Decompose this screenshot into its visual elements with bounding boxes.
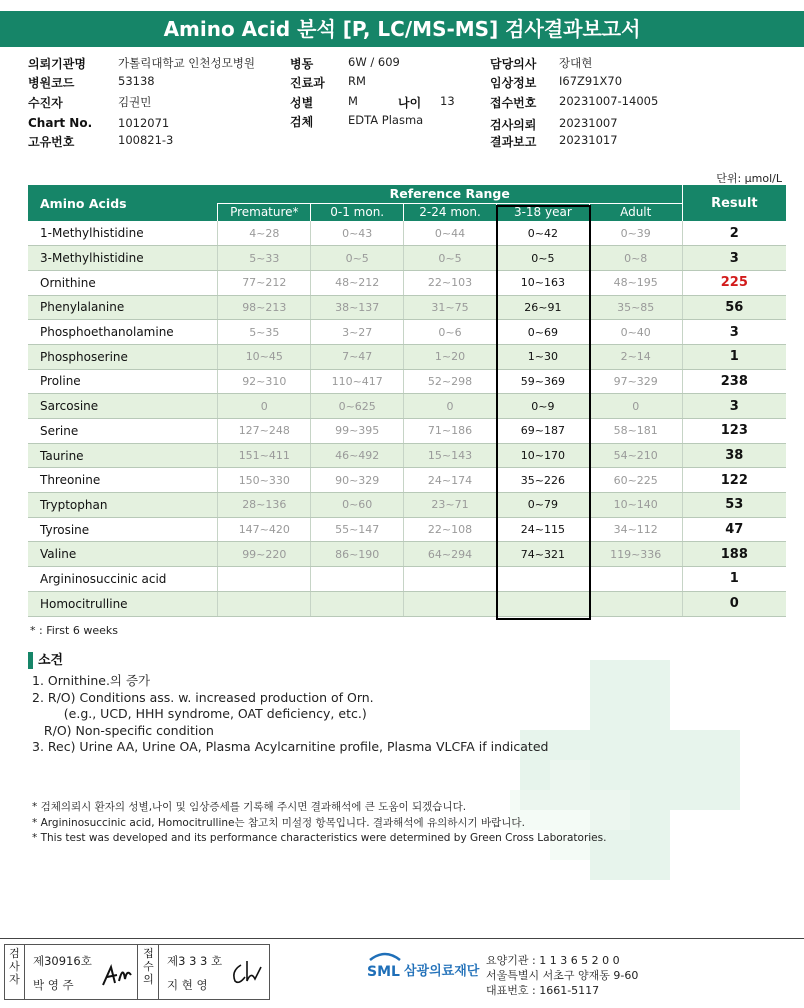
reference-range-cell: 71~186	[404, 419, 497, 444]
org-care-number: 요양기관 : 1 1 3 6 5 2 0 0	[486, 954, 620, 967]
note-line: * 검체의뢰시 환자의 성별,나이 및 임상증세를 기록해 주시면 결과해석에 큰 도움이 되겠습니다.	[32, 801, 467, 813]
reference-range-cell: 0~5	[404, 246, 497, 271]
result-value: 238	[682, 369, 786, 394]
info-label: 나이	[398, 96, 422, 110]
report-title: Amino Acid 분석 [P, LC/MS-MS] 검사결과보고서	[0, 11, 804, 47]
reviewer-license: 제3 3 3 호	[167, 954, 223, 968]
sml-logo-icon	[366, 948, 404, 980]
reference-range-cell: 64~294	[404, 542, 497, 567]
info-label: Chart No.	[28, 116, 93, 130]
patient-info	[28, 55, 788, 155]
table-row	[28, 270, 786, 295]
result-value: 1	[682, 344, 786, 369]
signature-divider	[137, 945, 138, 999]
reference-range-cell: 10~163	[496, 270, 589, 295]
reference-range-cell: 0~5	[311, 246, 404, 271]
col-3-18-year: 3-18 year	[496, 203, 589, 221]
reference-range-cell: 150~330	[218, 468, 311, 493]
info-value: 13	[440, 94, 455, 108]
info-label: 검체	[290, 115, 314, 129]
reference-range-cell	[496, 591, 589, 616]
reference-range-cell: 48~195	[589, 270, 682, 295]
info-value: 가톨릭대학교 인천성모병원	[118, 56, 255, 70]
reference-range-cell: 48~212	[311, 270, 404, 295]
result-value: 53	[682, 493, 786, 518]
result-value: 1	[682, 567, 786, 592]
table-row	[28, 369, 786, 394]
reference-range-cell: 119~336	[589, 542, 682, 567]
table-footnote: * : First 6 weeks	[30, 624, 118, 637]
table-row	[28, 419, 786, 444]
info-value: I67Z91X70	[559, 74, 623, 88]
amino-acid-name: Homocitrulline	[28, 591, 218, 616]
org-address: 서울특별시 서초구 양재동 9-60	[486, 969, 639, 982]
result-value: 38	[682, 443, 786, 468]
tester-name: 박 영 주	[33, 978, 74, 992]
amino-acid-name: Taurine	[28, 443, 218, 468]
info-label: 성별	[290, 96, 314, 110]
reference-range-cell: 0~44	[404, 221, 497, 246]
reference-range-cell	[218, 567, 311, 592]
info-label: 병동	[290, 57, 314, 71]
reference-range-cell: 23~71	[404, 493, 497, 518]
info-label: 검사의뢰	[490, 118, 537, 132]
reference-range-cell: 15~143	[404, 443, 497, 468]
table-row	[28, 221, 786, 246]
reference-range-cell: 54~210	[589, 443, 682, 468]
result-value: 3	[682, 320, 786, 345]
reference-range-cell: 10~45	[218, 344, 311, 369]
table-row	[28, 320, 786, 345]
org-name: 삼광의료재단	[404, 964, 480, 979]
info-value: 53138	[118, 74, 155, 88]
reference-range-cell: 31~75	[404, 295, 497, 320]
reference-range-cell: 28~136	[218, 493, 311, 518]
reference-range-cell	[404, 567, 497, 592]
reference-range-cell: 46~492	[311, 443, 404, 468]
notes	[32, 800, 606, 847]
reference-range-cell: 1~30	[496, 344, 589, 369]
reference-range-cell: 35~226	[496, 468, 589, 493]
note-line: * This test was developed and its performance characteristics were determined by Green Cross Laboratories.	[32, 832, 607, 844]
reference-range-cell: 0~60	[311, 493, 404, 518]
reference-range-cell: 22~103	[404, 270, 497, 295]
result-value: 123	[682, 419, 786, 444]
reference-range-cell: 98~213	[218, 295, 311, 320]
finding-line: R/O) Non-specific condition	[32, 722, 214, 738]
table-row	[28, 295, 786, 320]
reference-range-cell: 5~35	[218, 320, 311, 345]
tester-signature-icon	[101, 963, 133, 989]
col-reference-range: Reference Range	[218, 185, 682, 203]
reference-range-cell: 60~225	[589, 468, 682, 493]
reference-range-cell: 24~174	[404, 468, 497, 493]
reference-range-cell: 97~329	[589, 369, 682, 394]
reference-range-cell: 0~8	[589, 246, 682, 271]
amino-acid-table	[28, 185, 786, 617]
table-row	[28, 542, 786, 567]
col-0-1-mon: 0-1 mon.	[311, 203, 404, 221]
info-value: 1012071	[118, 116, 170, 130]
reference-range-cell: 58~181	[589, 419, 682, 444]
col-2-24-mon: 2-24 mon.	[404, 203, 497, 221]
result-value: 3	[682, 394, 786, 419]
reference-range-cell: 3~27	[311, 320, 404, 345]
reference-range-cell: 5~33	[218, 246, 311, 271]
result-value: 122	[682, 468, 786, 493]
reference-range-cell: 0~69	[496, 320, 589, 345]
amino-acid-name: Phosphoethanolamine	[28, 320, 218, 345]
result-value: 56	[682, 295, 786, 320]
info-value: 6W / 609	[348, 55, 400, 69]
reference-range-cell: 0~6	[404, 320, 497, 345]
amino-acid-name: 1-Methylhistidine	[28, 221, 218, 246]
table-row	[28, 517, 786, 542]
note-line: * Argininosuccinic acid, Homocitrulline는 참고치 미설정 항목입니다. 결과해석에 유의하시기 바랍니다.	[32, 816, 525, 829]
reference-range-cell: 55~147	[311, 517, 404, 542]
reference-range-cell: 0~625	[311, 394, 404, 419]
reference-range-cell: 59~369	[496, 369, 589, 394]
info-value: 20231007-14005	[559, 94, 659, 108]
reference-range-cell: 0	[404, 394, 497, 419]
reference-range-cell	[218, 591, 311, 616]
amino-acid-name: Valine	[28, 542, 218, 567]
reference-range-cell: 4~28	[218, 221, 311, 246]
reference-range-cell: 0~5	[496, 246, 589, 271]
col-premature: Premature*	[218, 203, 311, 221]
section-marker	[28, 652, 33, 669]
reference-range-cell: 7~47	[311, 344, 404, 369]
reference-range-cell	[589, 567, 682, 592]
reference-range-cell: 1~20	[404, 344, 497, 369]
reference-range-cell: 38~137	[311, 295, 404, 320]
reference-range-cell: 77~212	[218, 270, 311, 295]
amino-acid-name: Proline	[28, 369, 218, 394]
table-row	[28, 468, 786, 493]
finding-line: 2. R/O) Conditions ass. w. increased production of Orn.	[32, 689, 374, 705]
signature-box	[4, 944, 270, 1000]
amino-acid-name: Ornithine	[28, 270, 218, 295]
table-row	[28, 591, 786, 616]
info-value: EDTA Plasma	[348, 113, 424, 127]
info-value: RM	[348, 74, 366, 88]
reference-range-cell: 0	[589, 394, 682, 419]
sml-logo-text: SML	[367, 964, 400, 980]
reference-range-cell: 86~190	[311, 542, 404, 567]
reference-range-cell	[311, 591, 404, 616]
info-label: 수진자	[28, 96, 63, 110]
reference-range-cell	[404, 591, 497, 616]
findings-title-text: 소견	[38, 653, 64, 668]
reference-range-cell: 0~43	[311, 221, 404, 246]
reference-range-cell: 69~187	[496, 419, 589, 444]
reference-range-cell	[496, 567, 589, 592]
reference-range-cell: 90~329	[311, 468, 404, 493]
info-label: 임상정보	[490, 76, 537, 90]
reference-range-cell: 0~9	[496, 394, 589, 419]
result-value: 0	[682, 591, 786, 616]
info-label: 병원코드	[28, 76, 75, 90]
org-info	[486, 953, 638, 998]
reference-range-cell	[589, 591, 682, 616]
info-label: 접수번호	[490, 96, 537, 110]
info-value: 20231017	[559, 133, 618, 147]
amino-acid-name: Threonine	[28, 468, 218, 493]
amino-acid-name: Phosphoserine	[28, 344, 218, 369]
reference-range-cell: 52~298	[404, 369, 497, 394]
reference-range-cell: 35~85	[589, 295, 682, 320]
reference-range-cell: 99~220	[218, 542, 311, 567]
reference-range-cell: 151~411	[218, 443, 311, 468]
info-value: 20231007	[559, 116, 618, 130]
amino-acid-name: Phenylalanine	[28, 295, 218, 320]
reviewer-name: 지 현 영	[167, 978, 208, 992]
reference-range-cell: 0~39	[589, 221, 682, 246]
info-value: 김권민	[118, 95, 152, 109]
footer-divider	[0, 938, 804, 939]
col-result: Result	[682, 185, 786, 221]
reference-range-cell: 0~40	[589, 320, 682, 345]
reference-range-cell: 26~91	[496, 295, 589, 320]
reference-range-cell	[311, 567, 404, 592]
tester-license: 제30916호	[33, 954, 92, 968]
finding-line: 1. Ornithine.의 증가	[32, 673, 151, 688]
reference-range-cell: 92~310	[218, 369, 311, 394]
amino-acid-name: Tyrosine	[28, 517, 218, 542]
col-adult: Adult	[589, 203, 682, 221]
table-row	[28, 443, 786, 468]
info-label: 결과보고	[490, 135, 537, 149]
unit-label: 단위: μmol/L	[716, 172, 782, 185]
result-value: 3	[682, 246, 786, 271]
reference-range-cell: 0	[218, 394, 311, 419]
finding-line: (e.g., UCD, HHH syndrome, OAT deficiency, etc.)	[32, 706, 367, 721]
info-value: 100821-3	[118, 133, 174, 147]
reference-range-cell: 10~140	[589, 493, 682, 518]
reference-range-cell: 0~79	[496, 493, 589, 518]
reference-range-cell: 10~170	[496, 443, 589, 468]
table-row	[28, 394, 786, 419]
col-amino-acids: Amino Acids	[28, 185, 218, 221]
result-value: 2	[682, 221, 786, 246]
amino-acid-name: 3-Methylhistidine	[28, 246, 218, 271]
finding-line: 3. Rec) Urine AA, Urine OA, Plasma Acylcarnitine profile, Plasma VLCFA if indicated	[32, 739, 549, 754]
amino-acid-name: Serine	[28, 419, 218, 444]
tester-label: 검사자	[5, 945, 25, 999]
reference-range-cell: 147~420	[218, 517, 311, 542]
findings-title	[28, 649, 63, 667]
table-row	[28, 246, 786, 271]
reference-range-cell: 2~14	[589, 344, 682, 369]
table-row	[28, 344, 786, 369]
result-value: 225	[682, 270, 786, 295]
table-row	[28, 493, 786, 518]
info-label: 담당의사	[490, 57, 537, 71]
result-value: 188	[682, 542, 786, 567]
amino-acid-name: Sarcosine	[28, 394, 218, 419]
reference-range-cell: 110~417	[311, 369, 404, 394]
reference-range-cell: 22~108	[404, 517, 497, 542]
result-value: 47	[682, 517, 786, 542]
reference-range-cell: 34~112	[589, 517, 682, 542]
reference-range-cell: 99~395	[311, 419, 404, 444]
amino-acid-name: Tryptophan	[28, 493, 218, 518]
info-value: 장대현	[559, 56, 593, 70]
reference-range-cell: 0~42	[496, 221, 589, 246]
reference-range-cell: 127~248	[218, 419, 311, 444]
info-label: 의뢰기관명	[28, 57, 86, 71]
info-label: 진료과	[290, 76, 325, 90]
info-label: 고유번호	[28, 135, 75, 149]
org-phone: 대표번호 : 1661-5117	[486, 984, 600, 997]
amino-acid-name: Argininosuccinic acid	[28, 567, 218, 592]
reference-range-cell: 74~321	[496, 542, 589, 567]
table-row	[28, 567, 786, 592]
findings-list	[32, 673, 548, 756]
info-value: M	[348, 94, 358, 108]
reference-range-cell: 24~115	[496, 517, 589, 542]
reviewer-label: 접수의	[139, 945, 159, 999]
reviewer-signature-icon	[229, 957, 265, 987]
